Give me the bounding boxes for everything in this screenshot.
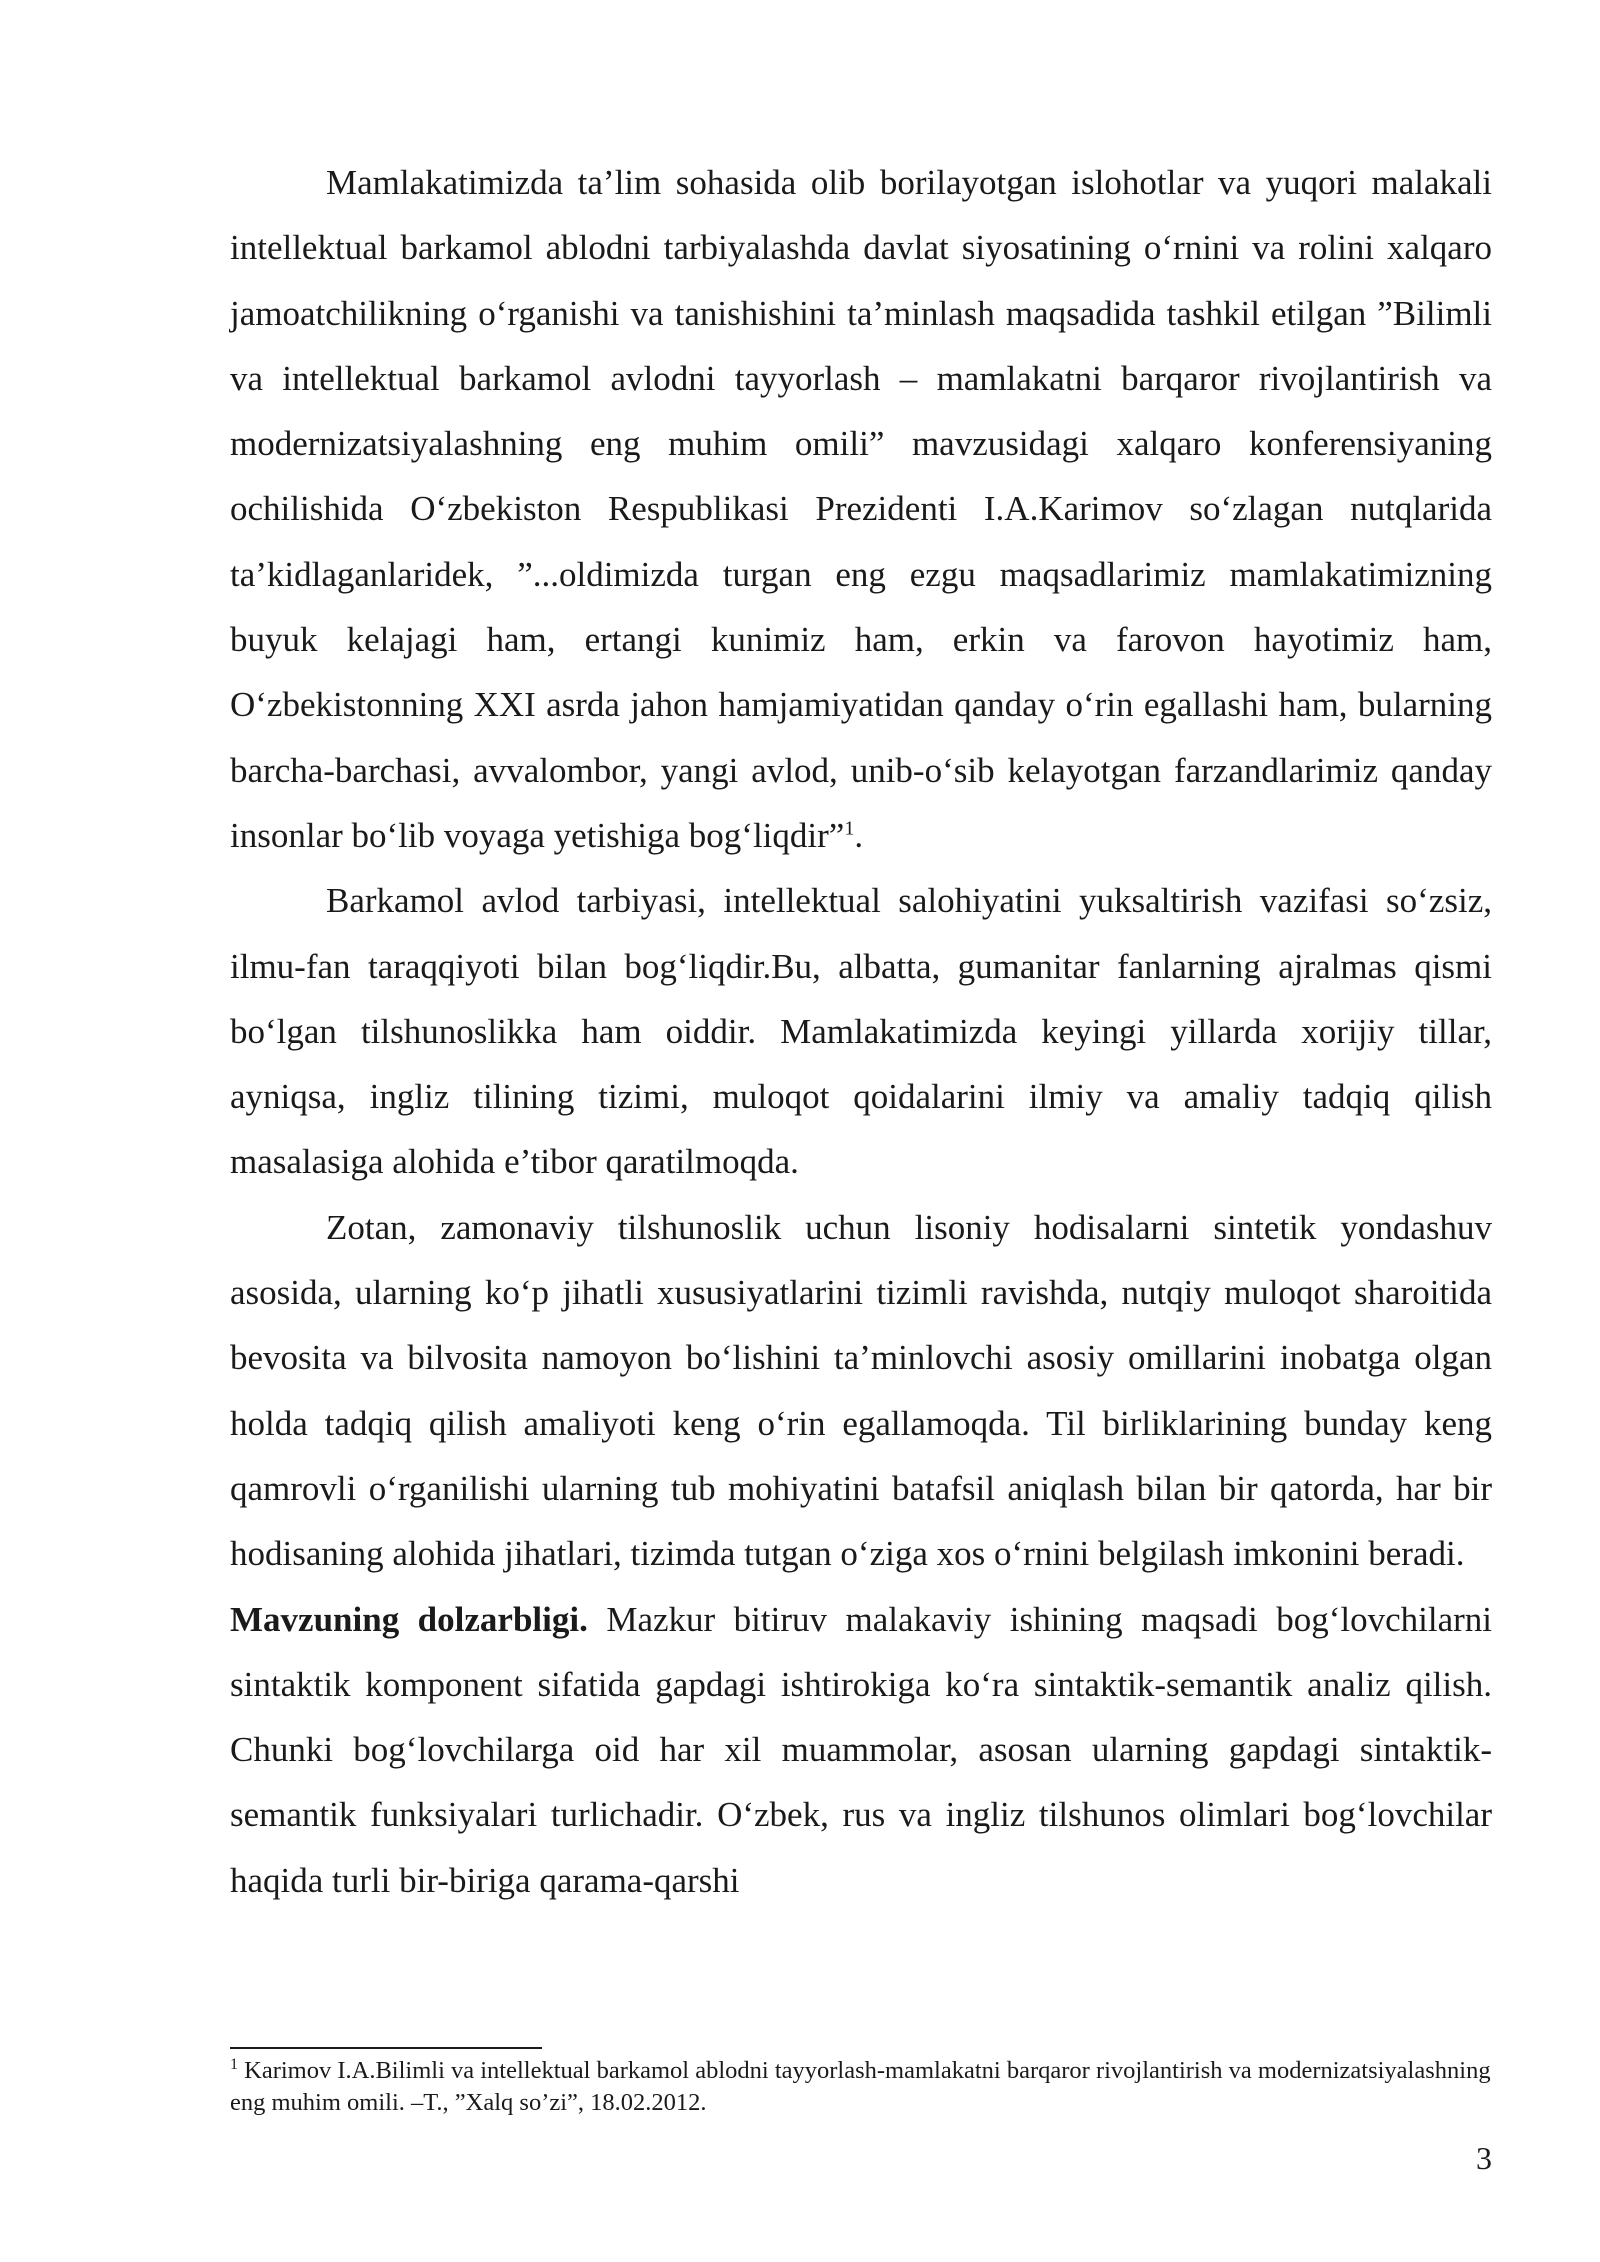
paragraph-1-text: Mamlakatimizda ta’lim sohasida olib borilayotgan islohotlar va yuqori malakali intellektual barkamol ablodni tarbiyalashda davlat siyosatining o‘rnini va rolini xalqaro jamoatchilikning o‘rganishi va tanishishini ta’minlash maqsadida tashkil etilgan ”Bilimli va intellektual barkamol avlodni tayyorlash – mamlakatni barqaror rivojlantirish va modernizatsiyalashning eng muhim omili” mavzusidagi xalqaro konferensiyaning ochilishida O‘zbekiston Respublikasi Prezidenti I.A.Karimov so‘zlagan nutqlarida ta’kidlaganlaridek, ”...oldimizda turgan eng ezgu maqsadlarimiz mamlakatimizning buyuk kelajagi ham, ertangi kunimiz ham, erkin va farovon hayotimiz ham, O‘zbekistonning XXI asrda jahon hamjamiyatidan qanday o‘rin egallashi ham, bularning barcha-barchasi, avvalombor, yangi avlod, unib-o‘sib kelayotgan farzandlarimiz qanday insonlar bo‘lib voyaga yetishiga bog‘liqdir”: [230, 163, 1492, 855]
page-body: [230, 150, 1492, 1913]
footnote-number: 1: [230, 2055, 238, 2073]
paragraph-4: [230, 1587, 1492, 1913]
paragraph-2: Barkamol avlod tarbiyasi, intellektual salohiyatini yuksaltirish vazifasi so‘zsiz, ilmu-fan taraqqiyoti bilan bog‘liqdir.Bu, albatta, gumanitar fanlarning ajralmas qismi bo‘lgan tilshunoslikka ham oiddir. Mamlakatimizda keyingi yillarda xorijiy tillar, ayniqsa, ingliz tilining tizimi, muloqot qoidalarini ilmiy va amaliy tadqiq qilish masalasiga alohida e’tibor qaratilmoqda.: [230, 881, 1492, 1182]
paragraph-3: Zotan, zamonaviy tilshunoslik uchun lisoniy hodisalarni sintetik yondashuv asosida, ularning ko‘p jihatli xususiyatlarini tizimli ravishda, nutqiy muloqot sharoitida bevosita va bilvosita namoyon bo‘lishini ta’minlovchi asosiy omillarini inobatga olgan holda tadqiq qilish amaliyoti keng o‘rin egallamoqda. Til birliklarining bunday keng qamrovli o‘rganilishi ularning tub mohiyatini batafsil aniqlash bilan bir qatorda, har bir hodisaning alohida jihatlari, tizimda tutgan o‘ziga xos o‘rnini belgilash imkonini beradi.: [230, 1207, 1492, 1574]
footnote-text: Karimov I.A.Bilimli va intellektual barkamol ablodni tayyorlash-mamlakatni barqaror rivojlantirish va modernizatsiyalashning eng muhim omili. –T., ”Xalq so’zi”, 18.02.2012.: [230, 2057, 1491, 2116]
footnote: [230, 2055, 1492, 2119]
section-heading-relevance: Mavzuning dolzarbligi.: [230, 1599, 588, 1639]
footnote-separator: [230, 2047, 542, 2049]
paragraph-1-tail: .: [854, 815, 864, 855]
footnote-reference[interactable]: 1: [844, 817, 855, 840]
paragraph-4-text: Mazkur bitiruv malakaviy ishining maqsadi bog‘lovchilarni sintaktik komponent sifatida gapdagi ishtirokiga ko‘ra sintaktik-semantik analiz qilish. Chunki bog‘lovchilarga oid har xil muammolar, asosan ularning gapdagi sintaktik-semantik funksiyalari turlichadir. O‘zbek, rus va ingliz tilshunos olimlari bog‘lovchilar haqida turli bir-biriga qarama-qarshi: [230, 1599, 1492, 1900]
paragraph-1: [230, 150, 1492, 868]
page-number: 3: [1476, 2140, 1492, 2176]
